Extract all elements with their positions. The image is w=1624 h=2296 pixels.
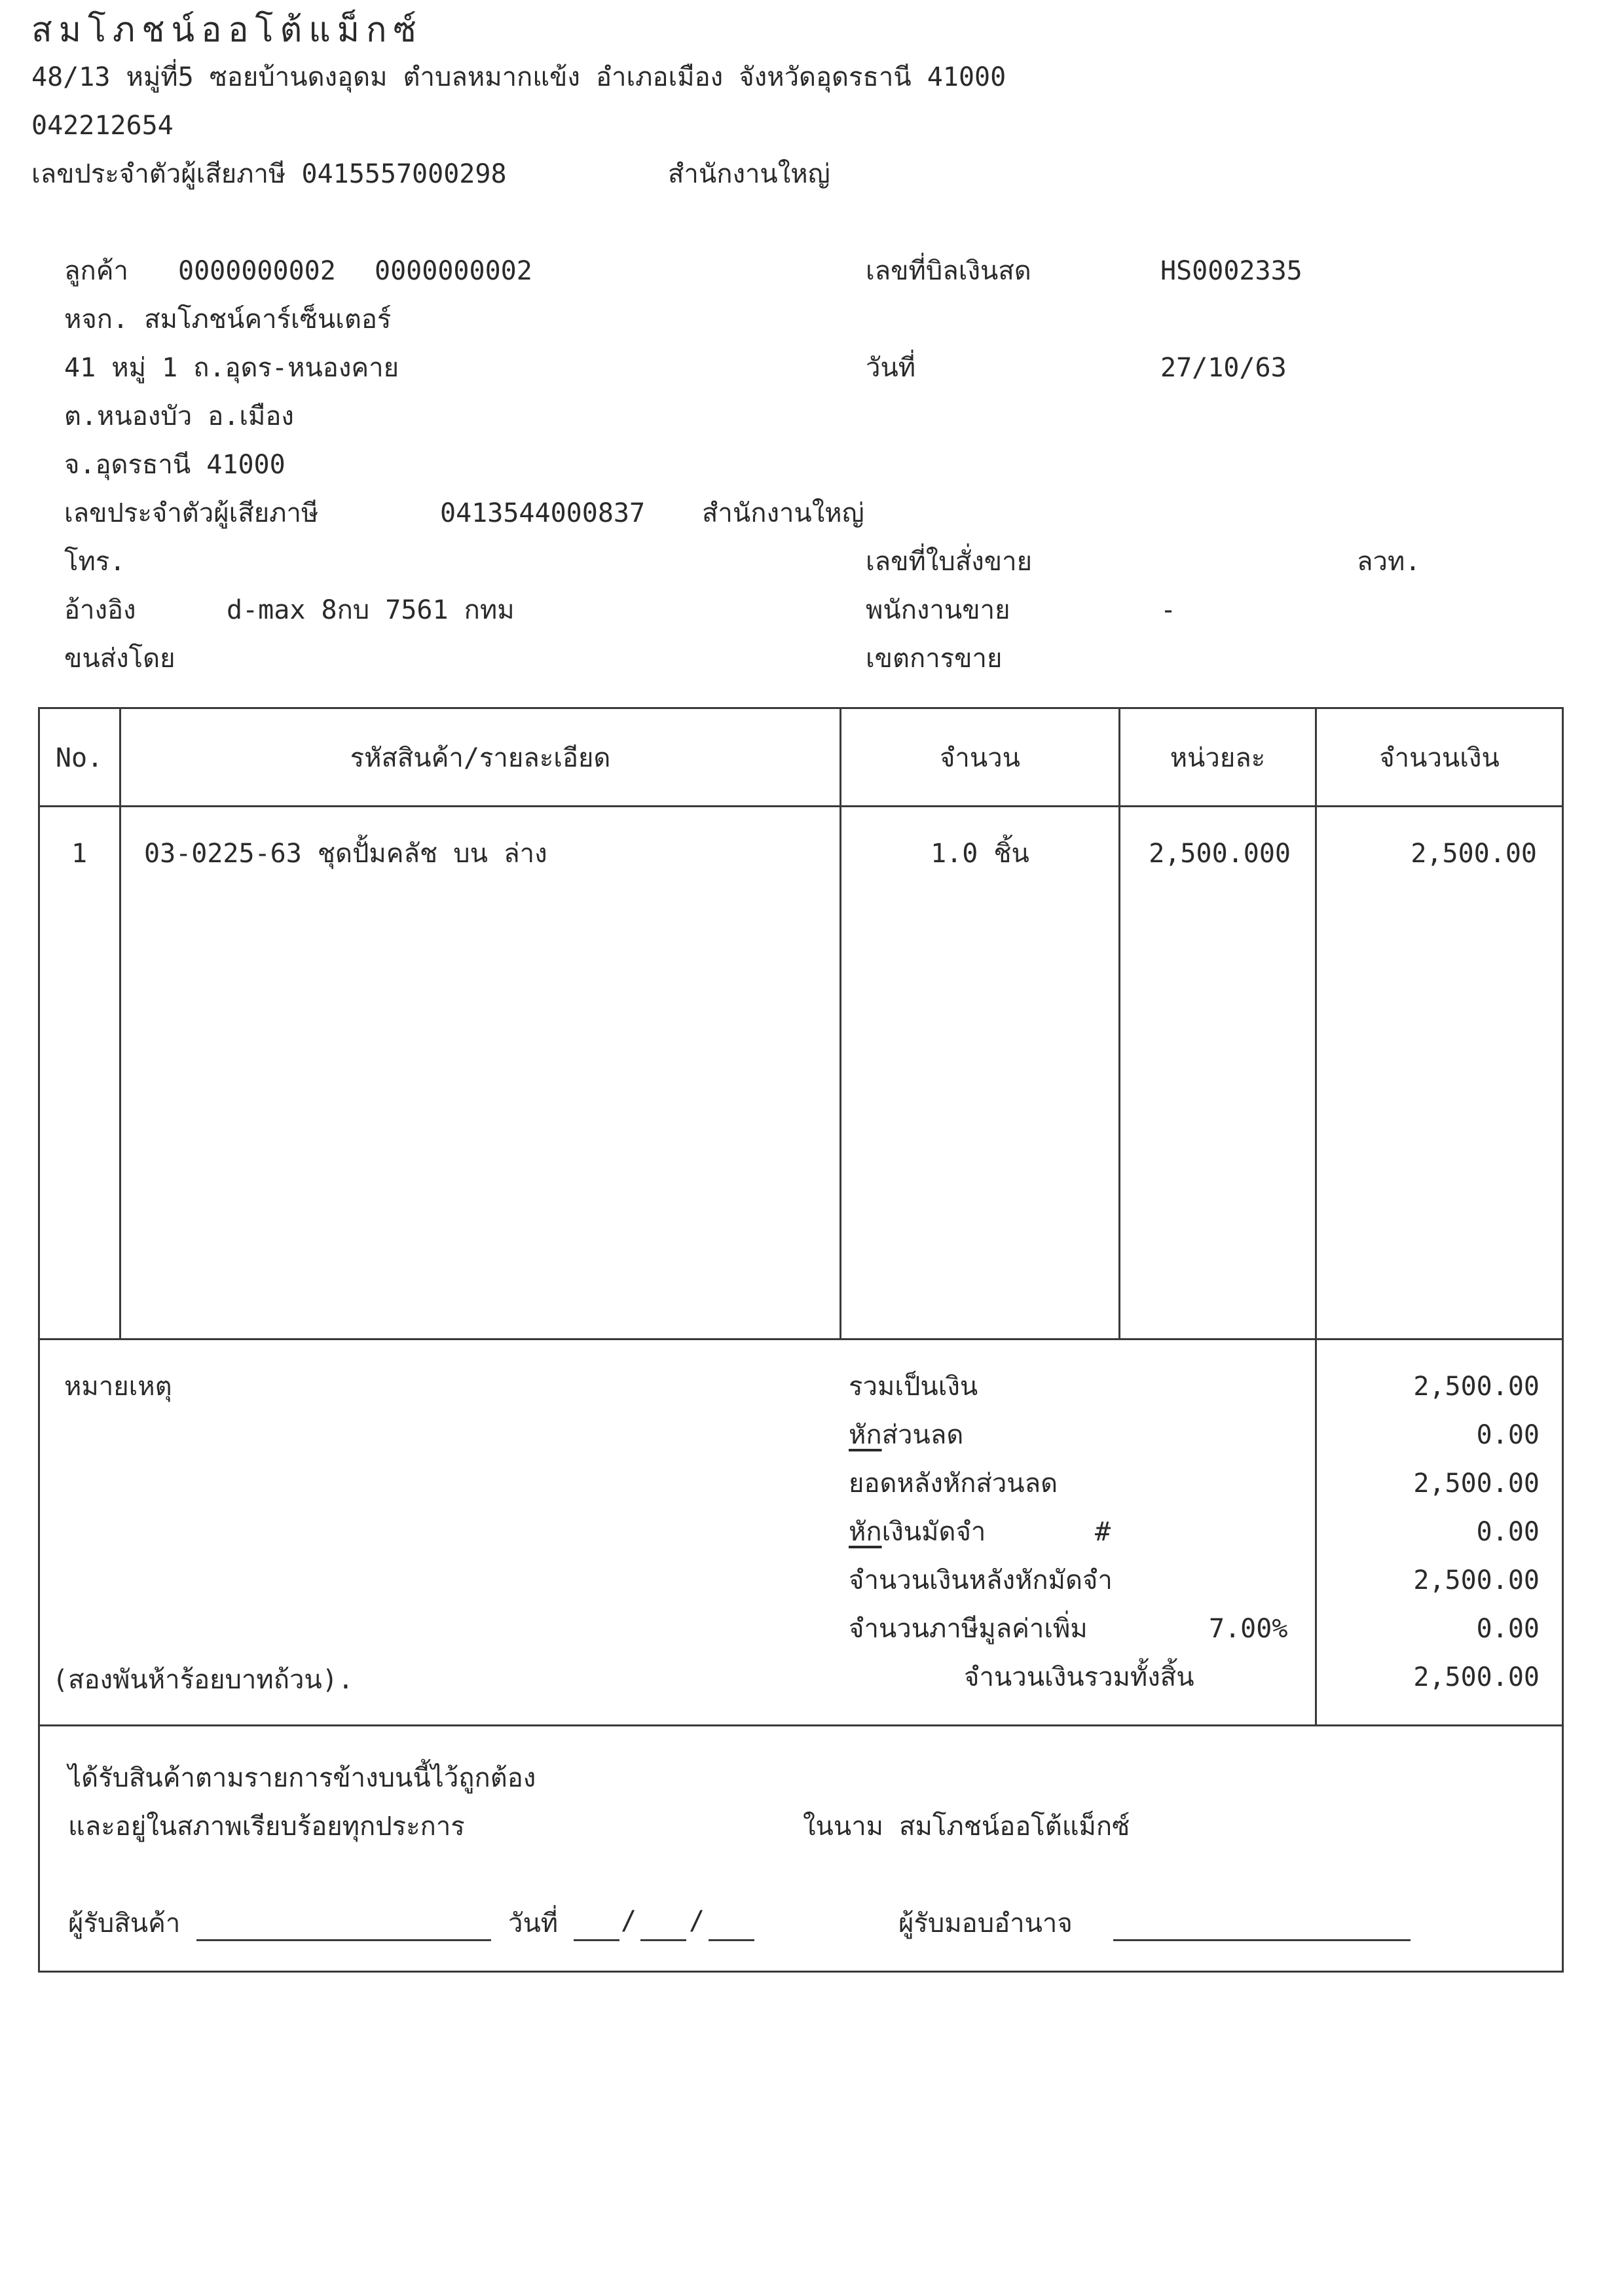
table-row-quantity: 1.0 ชิ้น: [931, 839, 1029, 869]
company-branch: สำนักงานใหญ่: [668, 159, 830, 189]
customer-tax-label: เลขประจำตัวผู้เสียภาษี: [64, 498, 319, 528]
customer-tax-id: 0413544000837: [440, 498, 646, 528]
vat-value: 0.00: [1476, 1614, 1540, 1644]
deposit-value: 0.00: [1476, 1517, 1540, 1547]
receiver-signature-line: [196, 1939, 491, 1941]
discount-label: [849, 1422, 963, 1448]
receive-date-month-line: [640, 1939, 686, 1941]
receive-date-label: วันที่: [508, 1908, 559, 1939]
authorized-signature-line: [1113, 1939, 1411, 1941]
table-header-divider: [38, 805, 1564, 807]
sales-order-label: เลขที่ใบสั่งขาย: [866, 547, 1033, 577]
customer-label: ลูกค้า: [64, 256, 128, 286]
header-description: รหัสสินค้า/รายละเอียด: [350, 743, 611, 773]
customer-phone-label: โทร.: [64, 547, 126, 577]
header-unit-price: หน่วยละ: [1170, 743, 1266, 773]
after-deposit-value: 2,500.00: [1413, 1565, 1540, 1595]
customer-address-1: 41 หมู่ 1 ถ.อุดร-หนองคาย: [64, 353, 399, 383]
table-top-border: [38, 707, 1564, 709]
header-amount: จำนวนเงิน: [1379, 743, 1500, 773]
discount-label-rest: ส่วนลด: [881, 1420, 964, 1450]
form-right-border: [1562, 707, 1564, 1973]
reference-label: อ้างอิง: [64, 595, 136, 625]
sales-order-value: ลวท.: [1357, 547, 1421, 577]
deposit-mark: #: [1095, 1517, 1111, 1547]
subtotal-label: รวมเป็นเงิน: [849, 1372, 978, 1402]
company-tax-id: เลขประจำตัวผู้เสียภาษี 0415557000298: [31, 159, 507, 189]
company-phone: 042212654: [31, 111, 174, 141]
form-left-border: [38, 707, 40, 1973]
grand-total-value: 2,500.00: [1413, 1662, 1540, 1692]
discount-label-underlined: หัก: [849, 1420, 882, 1450]
customer-branch: สำนักงานใหญ่: [702, 498, 864, 528]
discount-value: 0.00: [1476, 1420, 1540, 1450]
customer-code-1: 0000000002: [178, 256, 336, 286]
col-divider-desc: [840, 707, 841, 1339]
sales-area-label: เขตการขาย: [866, 644, 1003, 674]
after-deposit-label: จำนวนเงินหลังหักมัดจำ: [849, 1565, 1113, 1595]
table-row-unit-price: 2,500.000: [1149, 839, 1291, 869]
salesperson-value: -: [1160, 595, 1177, 625]
table-body-bottom: [38, 1338, 1564, 1340]
deposit-label: [849, 1519, 986, 1545]
grand-total-label: จำนวนเงินรวมทั้งสิ้น: [964, 1662, 1194, 1692]
customer-address-3: จ.อุดรธานี 41000: [64, 450, 286, 480]
received-statement-line-1: ได้รับสินค้าตามรายการข้างบนนี้ไว้ถูกต้อง: [68, 1763, 536, 1793]
after-discount-label: ยอดหลังหักส่วนลด: [849, 1468, 1058, 1499]
vat-label: จำนวนภาษีมูลค่าเพิ่ม: [849, 1614, 1088, 1644]
bill-date-value: 27/10/63: [1160, 353, 1287, 383]
company-name: สมโภชน์ออโต้แม็กซ์: [31, 10, 423, 50]
reference-value: d-max 8กบ 7561 กทม: [227, 595, 515, 625]
company-address: 48/13 หมู่ที่5 ซอยบ้านดงอุดม ตำบลหมากแข้ง อำเภอเมือง จังหวัดอุดรธานี 41000: [31, 62, 1006, 92]
amount-in-words: (สองพันห้าร้อยบาทถ้วน).: [52, 1665, 354, 1695]
date-slash-1: /: [621, 1906, 637, 1936]
subtotal-value: 2,500.00: [1413, 1372, 1540, 1402]
table-row-no: 1: [71, 839, 88, 869]
customer-code-2: 0000000002: [375, 256, 532, 286]
bill-no-value: HS0002335: [1160, 256, 1302, 286]
table-row-description: 03-0225-63 ชุดปั้มคลัช บน ล่าง: [144, 839, 547, 869]
after-discount-value: 2,500.00: [1413, 1468, 1540, 1499]
table-row-amount: 2,500.00: [1411, 839, 1537, 869]
bill-no-label: เลขที่บิลเงินสด: [866, 256, 1031, 286]
remark-label: หมายเหตุ: [64, 1372, 172, 1402]
received-statement-line-2: และอยู่ในสภาพเรียบร้อยทุกประการ: [68, 1812, 465, 1842]
receiver-label: ผู้รับสินค้า: [68, 1908, 181, 1939]
col-divider-qty: [1118, 707, 1120, 1339]
receive-date-year-line: [709, 1939, 754, 1941]
receive-date-day-line: [574, 1939, 619, 1941]
col-divider-no: [119, 707, 121, 1339]
deposit-label-rest: เงินมัดจำ: [881, 1517, 986, 1547]
deposit-label-underlined: หัก: [849, 1517, 882, 1547]
authorized-person-label: ผู้รับมอบอำนาจ: [898, 1908, 1073, 1939]
customer-address-2: ต.หนองบัว อ.เมือง: [64, 401, 294, 431]
date-slash-2: /: [689, 1906, 705, 1936]
salesperson-label: พนักงานขาย: [866, 595, 1010, 625]
bill-date-label: วันที่: [866, 353, 916, 383]
shipping-label: ขนส่งโดย: [64, 644, 175, 674]
totals-bottom-border: [38, 1724, 1564, 1726]
header-quantity: จำนวน: [939, 743, 1021, 773]
vat-rate: 7.00%: [1209, 1614, 1288, 1644]
form-bottom-border: [38, 1971, 1564, 1973]
customer-name: หจก. สมโภชน์คาร์เซ็นเตอร์: [64, 304, 392, 335]
header-no: No.: [55, 743, 103, 773]
on-behalf-of: ในนาม สมโภชน์ออโต้แม็กซ์: [803, 1812, 1130, 1842]
